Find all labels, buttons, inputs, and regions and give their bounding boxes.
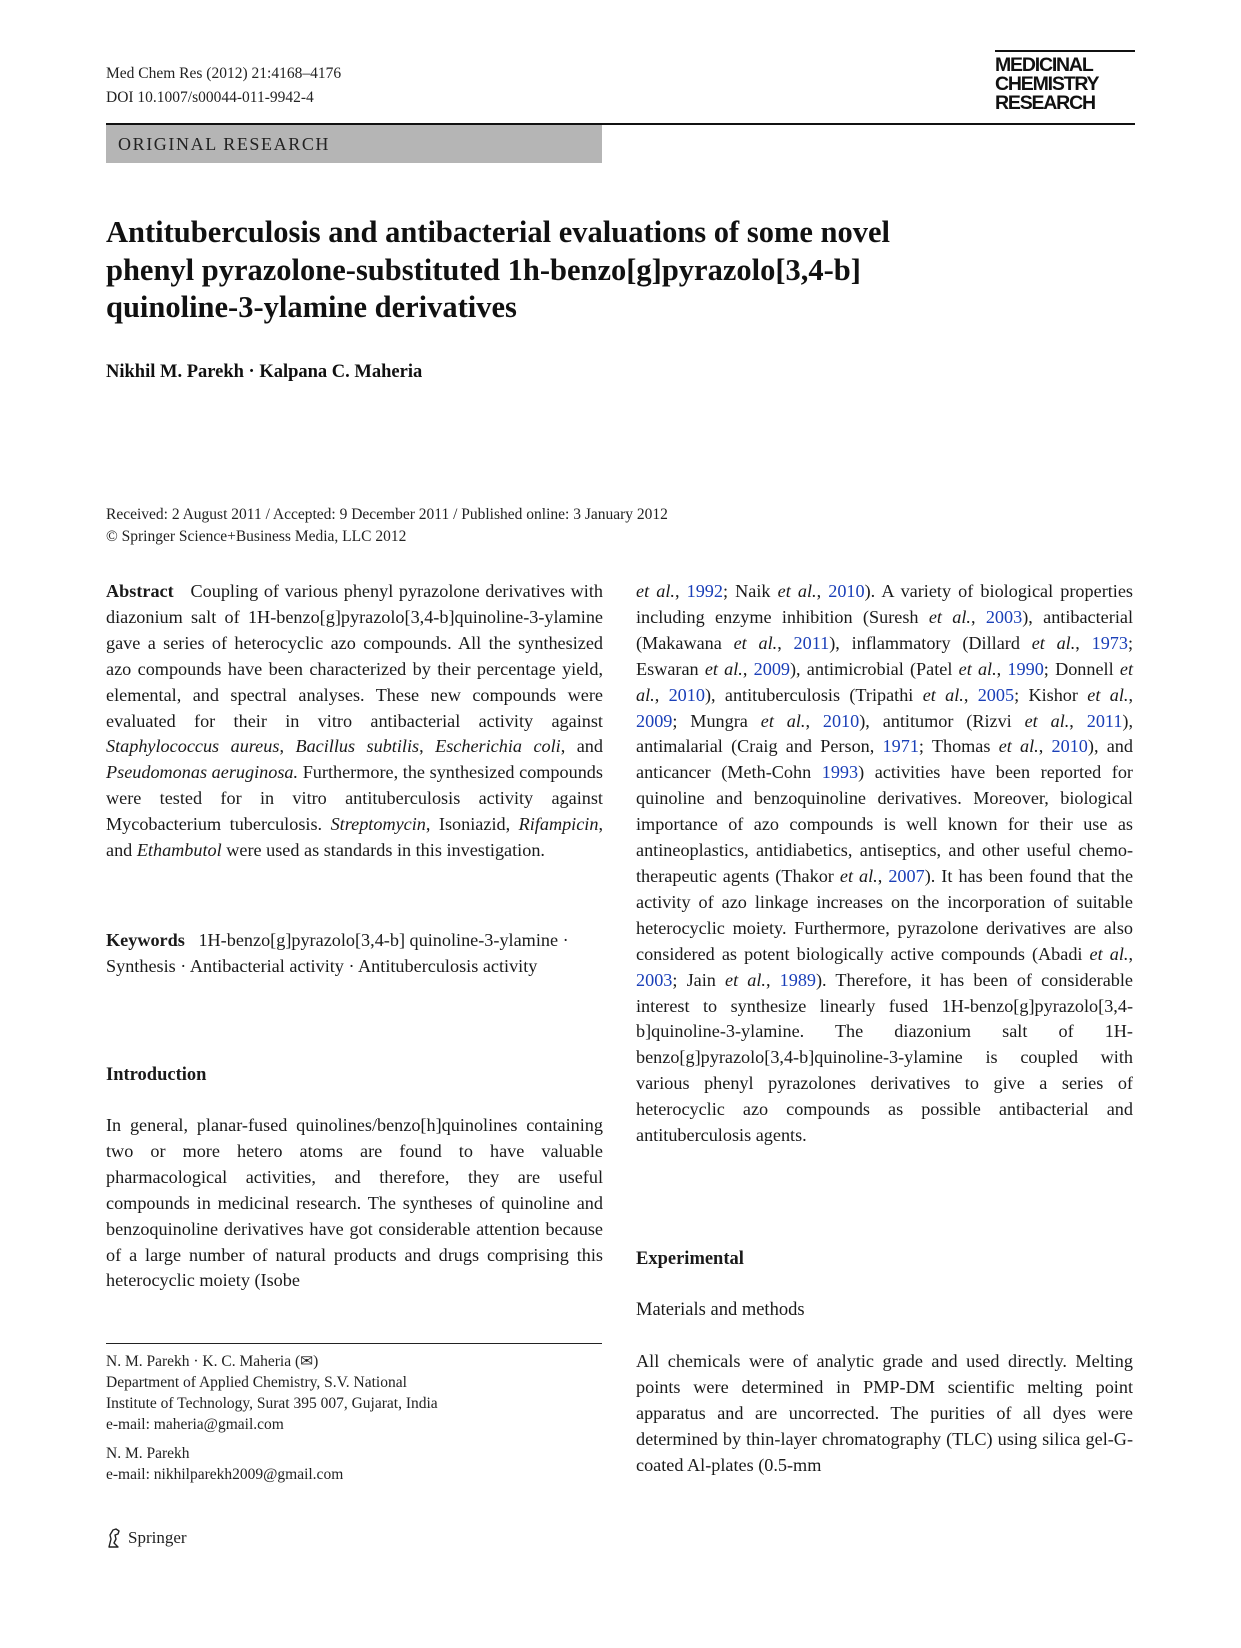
- keywords-label: Keywords: [106, 930, 185, 950]
- intro-paragraph: In general, planar-fused quinolines/benzo[h]quinolines containing two or more hetero atoms are found to have valuable pharmacological activities, and therefore, they are useful compounds in medicinal research. The syntheses of quinoline and benzoquinoline derivatives have got considerable attention because of a large number of natural products and drugs comprising this heterocyclic moiety (Isobe: [106, 1115, 603, 1291]
- title-line-3: quinoline-3-ylamine derivatives: [106, 290, 517, 324]
- abstract-label: Abstract: [106, 581, 174, 601]
- publisher-footer: [106, 1527, 187, 1549]
- history-dates: Received: 2 August 2011 / Accepted: 9 December 2011 / Published online: 3 January 2012: [106, 506, 668, 523]
- citation-link[interactable]: 2009: [753, 658, 790, 679]
- affiliation-email[interactable]: e-mail: nikhilparekh2009@gmail.com: [106, 1466, 344, 1483]
- affiliation-inst: Institute of Technology, Surat 395 007, Gujarat, India: [106, 1395, 438, 1412]
- citation-link[interactable]: 2003: [985, 606, 1023, 627]
- citation-link[interactable]: 2010: [828, 581, 865, 601]
- citation-link[interactable]: 1973: [1091, 632, 1128, 653]
- citation-link[interactable]: 2005: [977, 684, 1015, 705]
- introduction-text-left: [106, 1113, 603, 1294]
- citation-link[interactable]: 1992: [686, 581, 723, 601]
- abstract-text: , and: [560, 736, 603, 757]
- citation-link[interactable]: 2010: [668, 684, 705, 705]
- abstract-text: , Isoniazid,: [425, 814, 519, 835]
- experimental-text: [636, 1349, 1133, 1479]
- experimental-heading: Experimental: [636, 1249, 744, 1269]
- publisher-name: Springer: [128, 1528, 187, 1547]
- species-name: Escherichia coli: [435, 736, 561, 757]
- abstract-text: ,: [279, 736, 296, 757]
- envelope-icon: ✉: [300, 1353, 314, 1370]
- drug-name: Rifampicin: [518, 814, 599, 835]
- affiliation-rule: [106, 1343, 602, 1344]
- abstract-text: ,: [419, 736, 436, 757]
- citation-link[interactable]: 2003: [636, 969, 673, 990]
- affiliation-names: N. M. Parekh · K. C. Maheria (✉): [106, 1353, 319, 1370]
- species-name: Pseudomonas aeruginosa.: [106, 762, 299, 783]
- citation-link[interactable]: 2010: [822, 710, 860, 731]
- title-line-2: phenyl pyrazolone-substituted 1h-benzo[g]pyrazolo[3,4-b]: [106, 252, 861, 287]
- citation-link[interactable]: 2007: [888, 865, 925, 886]
- affiliation-block-2: [106, 1443, 602, 1485]
- authors: Nikhil M. Parekh · Kalpana C. Maheria: [106, 362, 423, 382]
- logo-line-3: RESEARCH: [995, 92, 1095, 114]
- abstract-text: , and: [106, 814, 603, 861]
- affiliation-block-1: [106, 1351, 602, 1435]
- doi[interactable]: DOI 10.1007/s00044-011-9942-4: [106, 89, 314, 106]
- copyright: © Springer Science+Business Media, LLC 2012: [106, 528, 407, 545]
- abstract-text: Coupling of various phenyl pyrazolone derivatives with diazonium salt of 1H-benzo[g]pyrazolo[3,4-b]quinoline-3-ylamine gave a series of heterocyclic azo compounds. All the synthesized azo compounds have been characterized by their percentage yield, elemental, and spectral analyses. These new compounds were evaluated for their in vitro antibacterial activity against: [106, 581, 603, 731]
- springer-horse-icon: [106, 1527, 124, 1549]
- species-name: Staphylococcus aureus: [106, 736, 280, 757]
- journal-logo: [995, 50, 1135, 113]
- citation-link[interactable]: 2011: [793, 632, 830, 653]
- title-line-1: Antituberculosis and antibacterial evaluations of some novel: [106, 215, 890, 249]
- citation-link[interactable]: 2009: [636, 710, 673, 731]
- affiliation-dept: Department of Applied Chemistry, S.V. National: [106, 1374, 407, 1391]
- keywords-list: 1H-benzo[g]pyrazolo[3,4-b] quinoline-3-ylamine · Synthesis · Antibacterial activity · Antituberculosis activity: [106, 930, 569, 976]
- abstract-text: Furthermore, the synthesized compounds were tested for in vitro antituberculosis activity against Mycobacterium tuberculosis.: [106, 762, 603, 835]
- keywords: [106, 928, 603, 980]
- citation-link[interactable]: 1989: [779, 969, 816, 990]
- affiliation-email[interactable]: e-mail: maheria@gmail.com: [106, 1416, 284, 1433]
- species-name: Bacillus subtilis: [295, 736, 420, 757]
- citation-link[interactable]: 1971: [882, 736, 919, 757]
- drug-name: Streptomycin: [330, 814, 426, 835]
- introduction-heading: Introduction: [106, 1065, 207, 1085]
- abstract: [106, 579, 603, 864]
- citation-link[interactable]: 1990: [1007, 658, 1044, 679]
- intro-paragraph-continued: et al., 1992; Naik et al., 2010). A variety of biological properties including enzyme inhibition (Suresh et al., 2003), antibacterial (Makawana et al., 2011), inflammatory (Dillard et al., 1973; Eswaran et al., 2009), antimicrobial (Patel et al., 1990; Donnell et al., 2010), antituberculosis (Tripathi et al., 2005; Kishor et al., 2009; Mungra et al., 2010), antitumor (Rizvi et al., 2011), antimalarial (Craig and Person, 1971; Thomas et al., 2010), and anticancer (Meth-Cohn 1993) activities have been reported for quinoline and benzoquinoline derivatives. Moreover, biological importance of azo compounds is well known for their use as antineoplastics, antidiabetics, antiseptics, and other useful chemo-therapeutic agents (Thakor et al., 2007). It has been found that the activity of azo linkage increases on the incorporation of suitable heterocyclic moiety. Furthermore, pyrazolone derivatives are also considered as potent biologically active compounds (Abadi et al., 2003; Jain et al., 1989). Therefore, it has been of considerable interest to synthesize linearly fused 1H-benzo[g]pyrazolo[3,4-b]quinoline-3-ylamine. The diazonium salt of 1H-benzo[g]pyrazolo[3,4-b]quinoline-3-ylamine is coupled with various phenyl pyrazolones derivatives to give a series of heterocyclic azo compounds as possible antibacterial and antituberculosis agents.: [636, 581, 1134, 1146]
- logo-line-2: CHEMISTRY: [995, 73, 1099, 95]
- citation-link[interactable]: 1993: [821, 762, 859, 783]
- materials-methods-heading: Materials and methods: [636, 1300, 805, 1320]
- publication-history: [106, 504, 668, 548]
- journal-citation: Med Chem Res (2012) 21:4168–4176: [106, 65, 342, 82]
- article-type-banner: ORIGINAL RESEARCH: [106, 125, 602, 163]
- paper-title: [106, 214, 1006, 327]
- introduction-text-right: [636, 579, 1133, 1149]
- affiliation-name: N. M. Parekh: [106, 1445, 190, 1462]
- experimental-paragraph: All chemicals were of analytic grade and used directly. Melting points were determined in PMP-DM scientific melting point apparatus and are uncorrected. The purities of all dyes were determined by thin-layer chromatography (TLC) using silica gel-G-coated Al-plates (0.5-mm: [636, 1351, 1133, 1475]
- citation-link[interactable]: 2011: [1086, 710, 1123, 731]
- abstract-text: were used as standards in this investigation.: [221, 840, 545, 861]
- logo-line-1: MEDICINAL: [995, 54, 1093, 76]
- drug-name: Ethambutol: [136, 840, 222, 861]
- citation-link[interactable]: 2010: [1051, 736, 1088, 757]
